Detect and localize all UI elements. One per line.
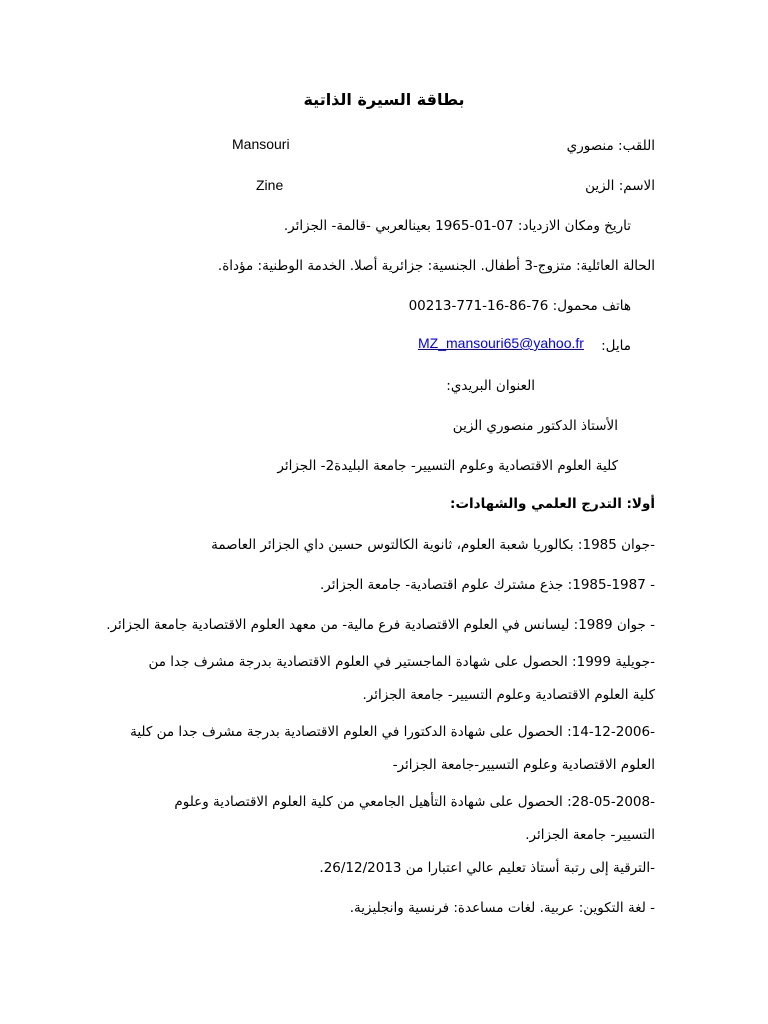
list-item: -28-05-2008: الحصول على شهادة التأهيل الجامعي من كلية العلوم الاقتصادية وعلوم التسيير- جامعة الجزائر. [174,794,655,843]
family-info: الحالة العائلية: متزوج-3 أطفال. الجنسية: جزائرية أصلا. الخدمة الوطنية: مؤداة. [217,258,655,274]
surname-label: اللقب: منصوري [566,138,655,154]
list-item: - 1985-1987: جذع مشترك علوم اقتصادية- جامعة الجزائر. [319,577,655,593]
name-label: الاسم: الزين [585,178,655,194]
email-label: مايل: [601,338,631,354]
name-latin: Zine [256,177,284,193]
document-title: بطاقة السيرة الذاتية [303,90,465,109]
postal-label: العنوان البريدي: [446,378,535,394]
birth-info: تاريخ ومكان الازدياد: 07-01-1965 بعينالعربي -قالمة- الجزائر. [283,218,631,234]
surname-latin: Mansouri [232,136,290,152]
postal-address: كلية العلوم الاقتصادية وعلوم التسيير- جامعة البليدة2- الجزائر [277,458,618,474]
list-item: -جوان 1985: بكالوريا شعبة العلوم، ثانوية الكالتوس حسين داي الجزائر العاصمة [211,537,655,553]
section-heading: أولا: التدرج العلمي والشهادات: [450,496,655,512]
postal-name: الأستاذ الدكتور منصوري الزين [452,418,618,434]
list-item: - لغة التكوين: عربية. لغات مساعدة: فرنسية وانجليزية. [349,900,655,916]
email-link[interactable]: MZ_mansouri65@yahoo.fr [418,335,584,351]
list-item: - جوان 1989: ليسانس في العلوم الاقتصادية فرع مالية- من معهد العلوم الاقتصادية جامعة الجزائر. [106,617,655,633]
phone-info: هاتف محمول: 76-86-16-771-00213 [408,298,631,314]
list-item: -جويلية 1999: الحصول على شهادة الماجستير في العلوم الاقتصادية بدرجة مشرف جدا من كلية العلوم الاقتصادية وعلوم التسيير- جامعة الجزائر. [148,654,655,703]
list-item: -الترقية إلى رتبة أستاذ تعليم عالي اعتبارا من 26/12/2013. [319,860,655,876]
list-item: -14-12-2006: الحصول على شهادة الدكتورا في العلوم الاقتصادية بدرجة مشرف جدا من كلية العلوم الاقتصادية وعلوم التسيير-جامعة الجزائر- [130,724,655,773]
